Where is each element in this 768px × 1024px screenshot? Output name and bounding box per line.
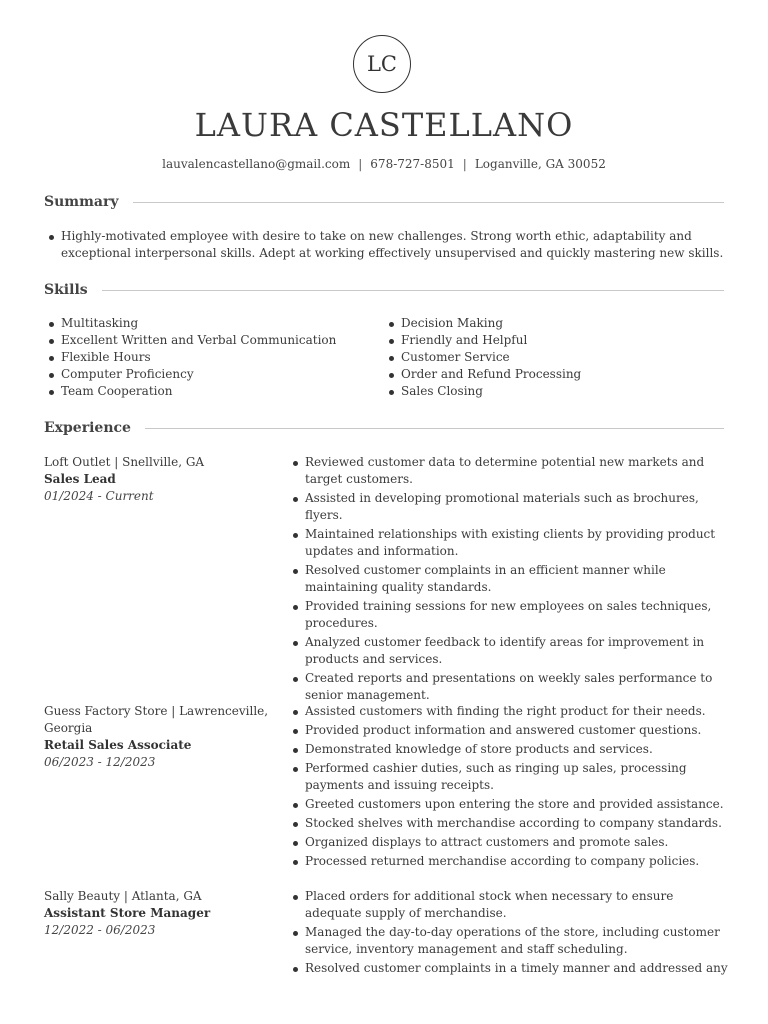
employer: Guess Factory Store | Lawrenceville, Georgia: [44, 704, 269, 735]
skills-list-right: [384, 315, 704, 400]
skill-item: Customer Service: [384, 349, 704, 366]
job-bullet: Resolved customer complaints in a timely manner and addressed any: [288, 960, 728, 977]
job-dates: 06/2023 - 12/2023: [44, 755, 156, 769]
job-meta: [44, 454, 269, 505]
phone[interactable]: 678-727-8501: [370, 157, 455, 171]
experience-heading: [44, 419, 724, 437]
initials: LC: [366, 52, 397, 76]
job-bullet: Provided product information and answered customer questions.: [288, 722, 728, 739]
job-bullet: Stocked shelves with merchandise according to company standards.: [288, 815, 728, 832]
section-title: Experience: [44, 420, 131, 436]
summary-heading: [44, 193, 724, 211]
divider: [102, 290, 724, 291]
divider: [133, 202, 725, 203]
skill-item: Order and Refund Processing: [384, 366, 704, 383]
skills-heading: [44, 281, 724, 299]
job-bullet: Placed orders for additional stock when necessary to ensure adequate supply of merchandise.: [288, 888, 728, 922]
job-bullet: Organized displays to attract customers and promote sales.: [288, 834, 728, 851]
job-title: Retail Sales Associate: [44, 738, 192, 752]
job-bullet: Managed the day-to-day operations of the store, including customer service, inventory management and staff scheduling.: [288, 924, 728, 958]
location: Loganville, GA 30052: [474, 157, 606, 171]
employer: Loft Outlet | Snellville, GA: [44, 455, 205, 469]
job-bullets: [288, 703, 728, 872]
job-bullet: Assisted in developing promotional materials such as brochures, flyers.: [288, 490, 728, 524]
job-dates: 01/2024 - Current: [44, 489, 154, 503]
summary-list: [44, 228, 724, 262]
job-bullet: Resolved customer complaints in an efficient manner while maintaining quality standards.: [288, 562, 728, 596]
job-bullets: [288, 888, 728, 979]
job-bullet: Demonstrated knowledge of store products and services.: [288, 741, 728, 758]
contact-info: [0, 157, 768, 171]
job-meta: [44, 703, 269, 771]
skill-item: Multitasking: [44, 315, 364, 332]
skill-item: Team Cooperation: [44, 383, 364, 400]
separator: |: [358, 157, 363, 171]
job-bullet: Assisted customers with finding the right product for their needs.: [288, 703, 728, 720]
skill-item: Flexible Hours: [44, 349, 364, 366]
job-bullet: Maintained relationships with existing clients by providing product updates and information.: [288, 526, 728, 560]
summary-item: Highly-motivated employee with desire to take on new challenges. Strong worth ethic, adaptability and exceptional interpersonal skills. Adept at working effectively unsupervised and quickly mastering new skills.: [44, 228, 724, 262]
job-bullet: Performed cashier duties, such as ringing up sales, processing payments and issuing receipts.: [288, 760, 728, 794]
skill-item: Friendly and Helpful: [384, 332, 704, 349]
job-bullet: Reviewed customer data to determine potential new markets and target customers.: [288, 454, 728, 488]
skill-item: Excellent Written and Verbal Communication: [44, 332, 364, 349]
job-bullet: Processed returned merchandise according to company policies.: [288, 853, 728, 870]
skill-item: Decision Making: [384, 315, 704, 332]
separator: |: [462, 157, 467, 171]
monogram-logo: [353, 35, 411, 93]
section-title: Skills: [44, 282, 88, 298]
job-bullet: Greeted customers upon entering the store and provided assistance.: [288, 796, 728, 813]
email[interactable]: lauvalencastellano@gmail.com: [162, 157, 351, 171]
divider: [145, 428, 724, 429]
skill-item: Computer Proficiency: [44, 366, 364, 383]
employer: Sally Beauty | Atlanta, GA: [44, 889, 202, 903]
job-bullet: Created reports and presentations on weekly sales performance to senior management.: [288, 670, 728, 704]
skill-item: Sales Closing: [384, 383, 704, 400]
section-title: Summary: [44, 194, 119, 210]
job-bullets: [288, 454, 728, 706]
skills-list-left: [44, 315, 364, 400]
job-bullet: Analyzed customer feedback to identify areas for improvement in products and services.: [288, 634, 728, 668]
job-title: Assistant Store Manager: [44, 906, 211, 920]
job-bullet: Provided training sessions for new employees on sales techniques, procedures.: [288, 598, 728, 632]
job-dates: 12/2022 - 06/2023: [44, 923, 156, 937]
job-title: Sales Lead: [44, 472, 116, 486]
job-meta: [44, 888, 269, 939]
candidate-name: LAURA CASTELLANO: [194, 106, 574, 144]
